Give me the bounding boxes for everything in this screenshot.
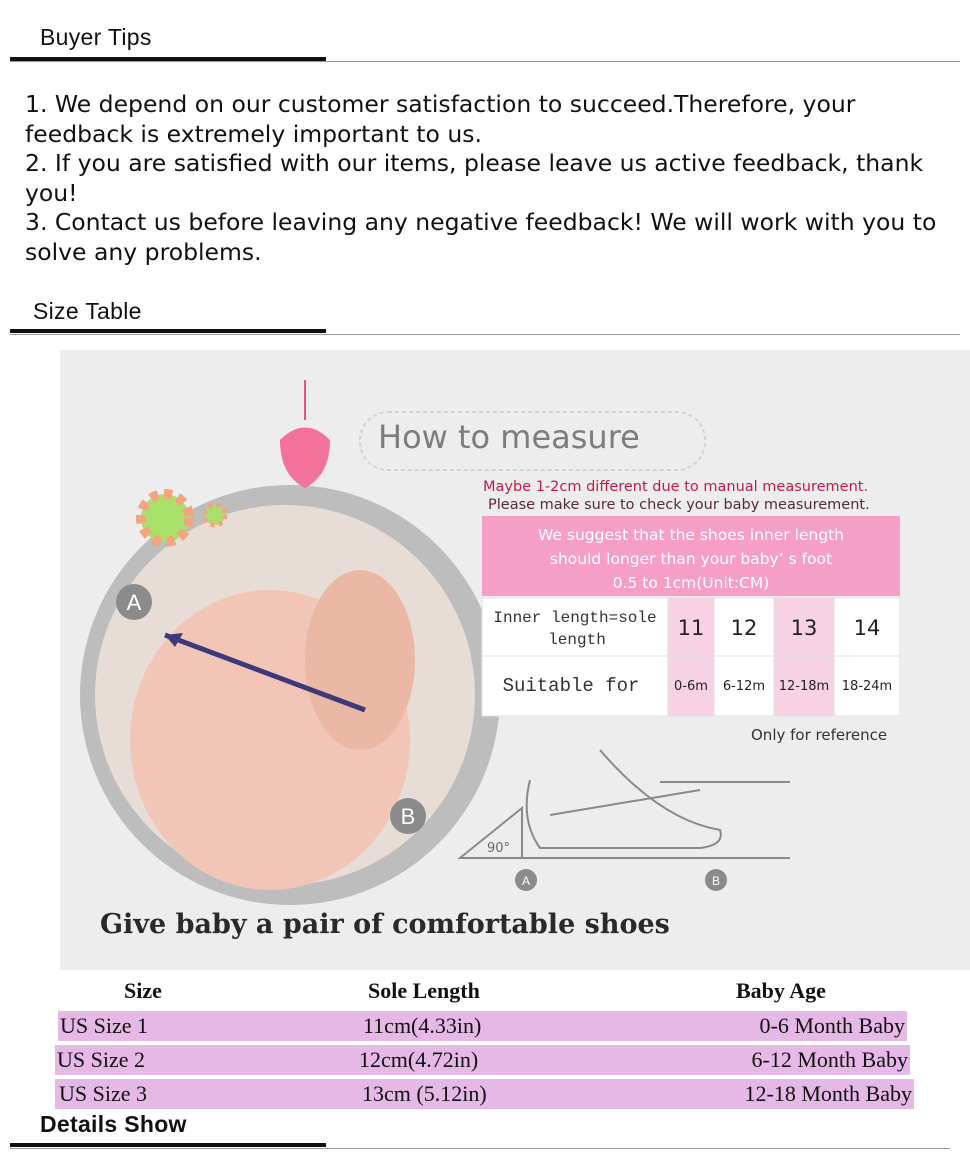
size-13: 13 — [790, 616, 818, 640]
size-table-header — [0, 976, 970, 1006]
row-length: 11cm(4.33in) — [363, 1013, 482, 1038]
strawberry-icon — [280, 428, 330, 489]
buyer-tips-rule — [10, 61, 960, 62]
size-11: 11 — [677, 616, 705, 640]
row-length: 13cm (5.12in) — [362, 1081, 487, 1106]
details-show-title: Details Show — [40, 1111, 187, 1137]
how-to-measure-infographic — [60, 350, 970, 970]
foot-outline — [527, 750, 721, 848]
size-table-underline — [10, 329, 326, 333]
row-age: 0-6 Month Baby — [759, 1013, 905, 1038]
measure-note-1: Maybe 1-2cm different due to manual measurement. — [483, 479, 869, 495]
tip-item: 2. If you are satisfied with our items, please leave us active feedback, thank you! — [25, 149, 924, 207]
infographic-tagline: Give baby a pair of comfortable shoes — [100, 909, 670, 940]
marker-b: B — [400, 804, 416, 829]
table-row — [55, 1079, 914, 1109]
flower-small-icon — [205, 505, 225, 525]
suggest-line-2: should longer than your baby’ s foot — [549, 550, 833, 568]
tip-item: 1. We depend on our customer satisfaction to succeed.Therefore, your feedback is extremely important to us. — [25, 90, 856, 148]
age-12-18: 12-18m — [778, 679, 830, 694]
buyer-tips-underline — [10, 57, 326, 61]
size-table — [0, 976, 970, 1116]
reference-note: Only for reference — [751, 726, 888, 744]
row-age: 6-12 Month Baby — [751, 1047, 908, 1072]
size-table-title: Size Table — [33, 298, 142, 324]
inner-length-label: Inner length=sole — [493, 609, 657, 627]
measure-note-2: Please make sure to check your baby measurement. — [488, 497, 870, 513]
diagram-marker-a: A — [521, 874, 531, 888]
suitable-for-label: Suitable for — [502, 675, 640, 697]
details-show-underline — [10, 1143, 326, 1147]
age-6-12: 6-12m — [722, 679, 766, 694]
angle-label: 90° — [487, 841, 511, 856]
inner-length-label-2: length — [548, 631, 606, 649]
marker-a: A — [126, 590, 142, 615]
diagram-marker-b: B — [711, 874, 721, 888]
tip-item: 3. Contact us before leaving any negative feedback! We will work with you to solve any problems. — [25, 208, 937, 266]
table-row — [55, 1045, 910, 1075]
suggest-line-3: 0.5 to 1cm(Unit:CM) — [612, 574, 770, 592]
flower-icon — [141, 494, 189, 542]
row-age: 12-18 Month Baby — [744, 1081, 912, 1106]
size-14: 14 — [853, 616, 881, 640]
row-size: US Size 1 — [60, 1013, 148, 1038]
row-size: US Size 2 — [57, 1047, 145, 1072]
header-baby-age: Baby Age — [736, 978, 826, 1003]
age-0-6: 0-6m — [674, 679, 708, 694]
buyer-tips-list — [25, 90, 955, 267]
header-sole-length: Sole Length — [368, 978, 480, 1003]
suggest-line-1: We suggest that the shoes inner length — [538, 526, 844, 544]
header-size: Size — [124, 978, 162, 1003]
side-arrow — [550, 790, 700, 815]
age-18-24: 18-24m — [841, 679, 893, 694]
row-length: 12cm(4.72in) — [359, 1047, 479, 1072]
table-row — [58, 1011, 907, 1041]
size-12: 12 — [730, 616, 758, 640]
details-show-rule — [10, 1148, 950, 1149]
row-size: US Size 3 — [59, 1081, 147, 1106]
measure-illustration — [60, 350, 970, 970]
foot-toes — [305, 570, 415, 750]
size-table-rule — [10, 334, 960, 335]
buyer-tips-title: Buyer Tips — [40, 24, 152, 50]
how-to-measure-heading: How to measure — [378, 418, 640, 456]
